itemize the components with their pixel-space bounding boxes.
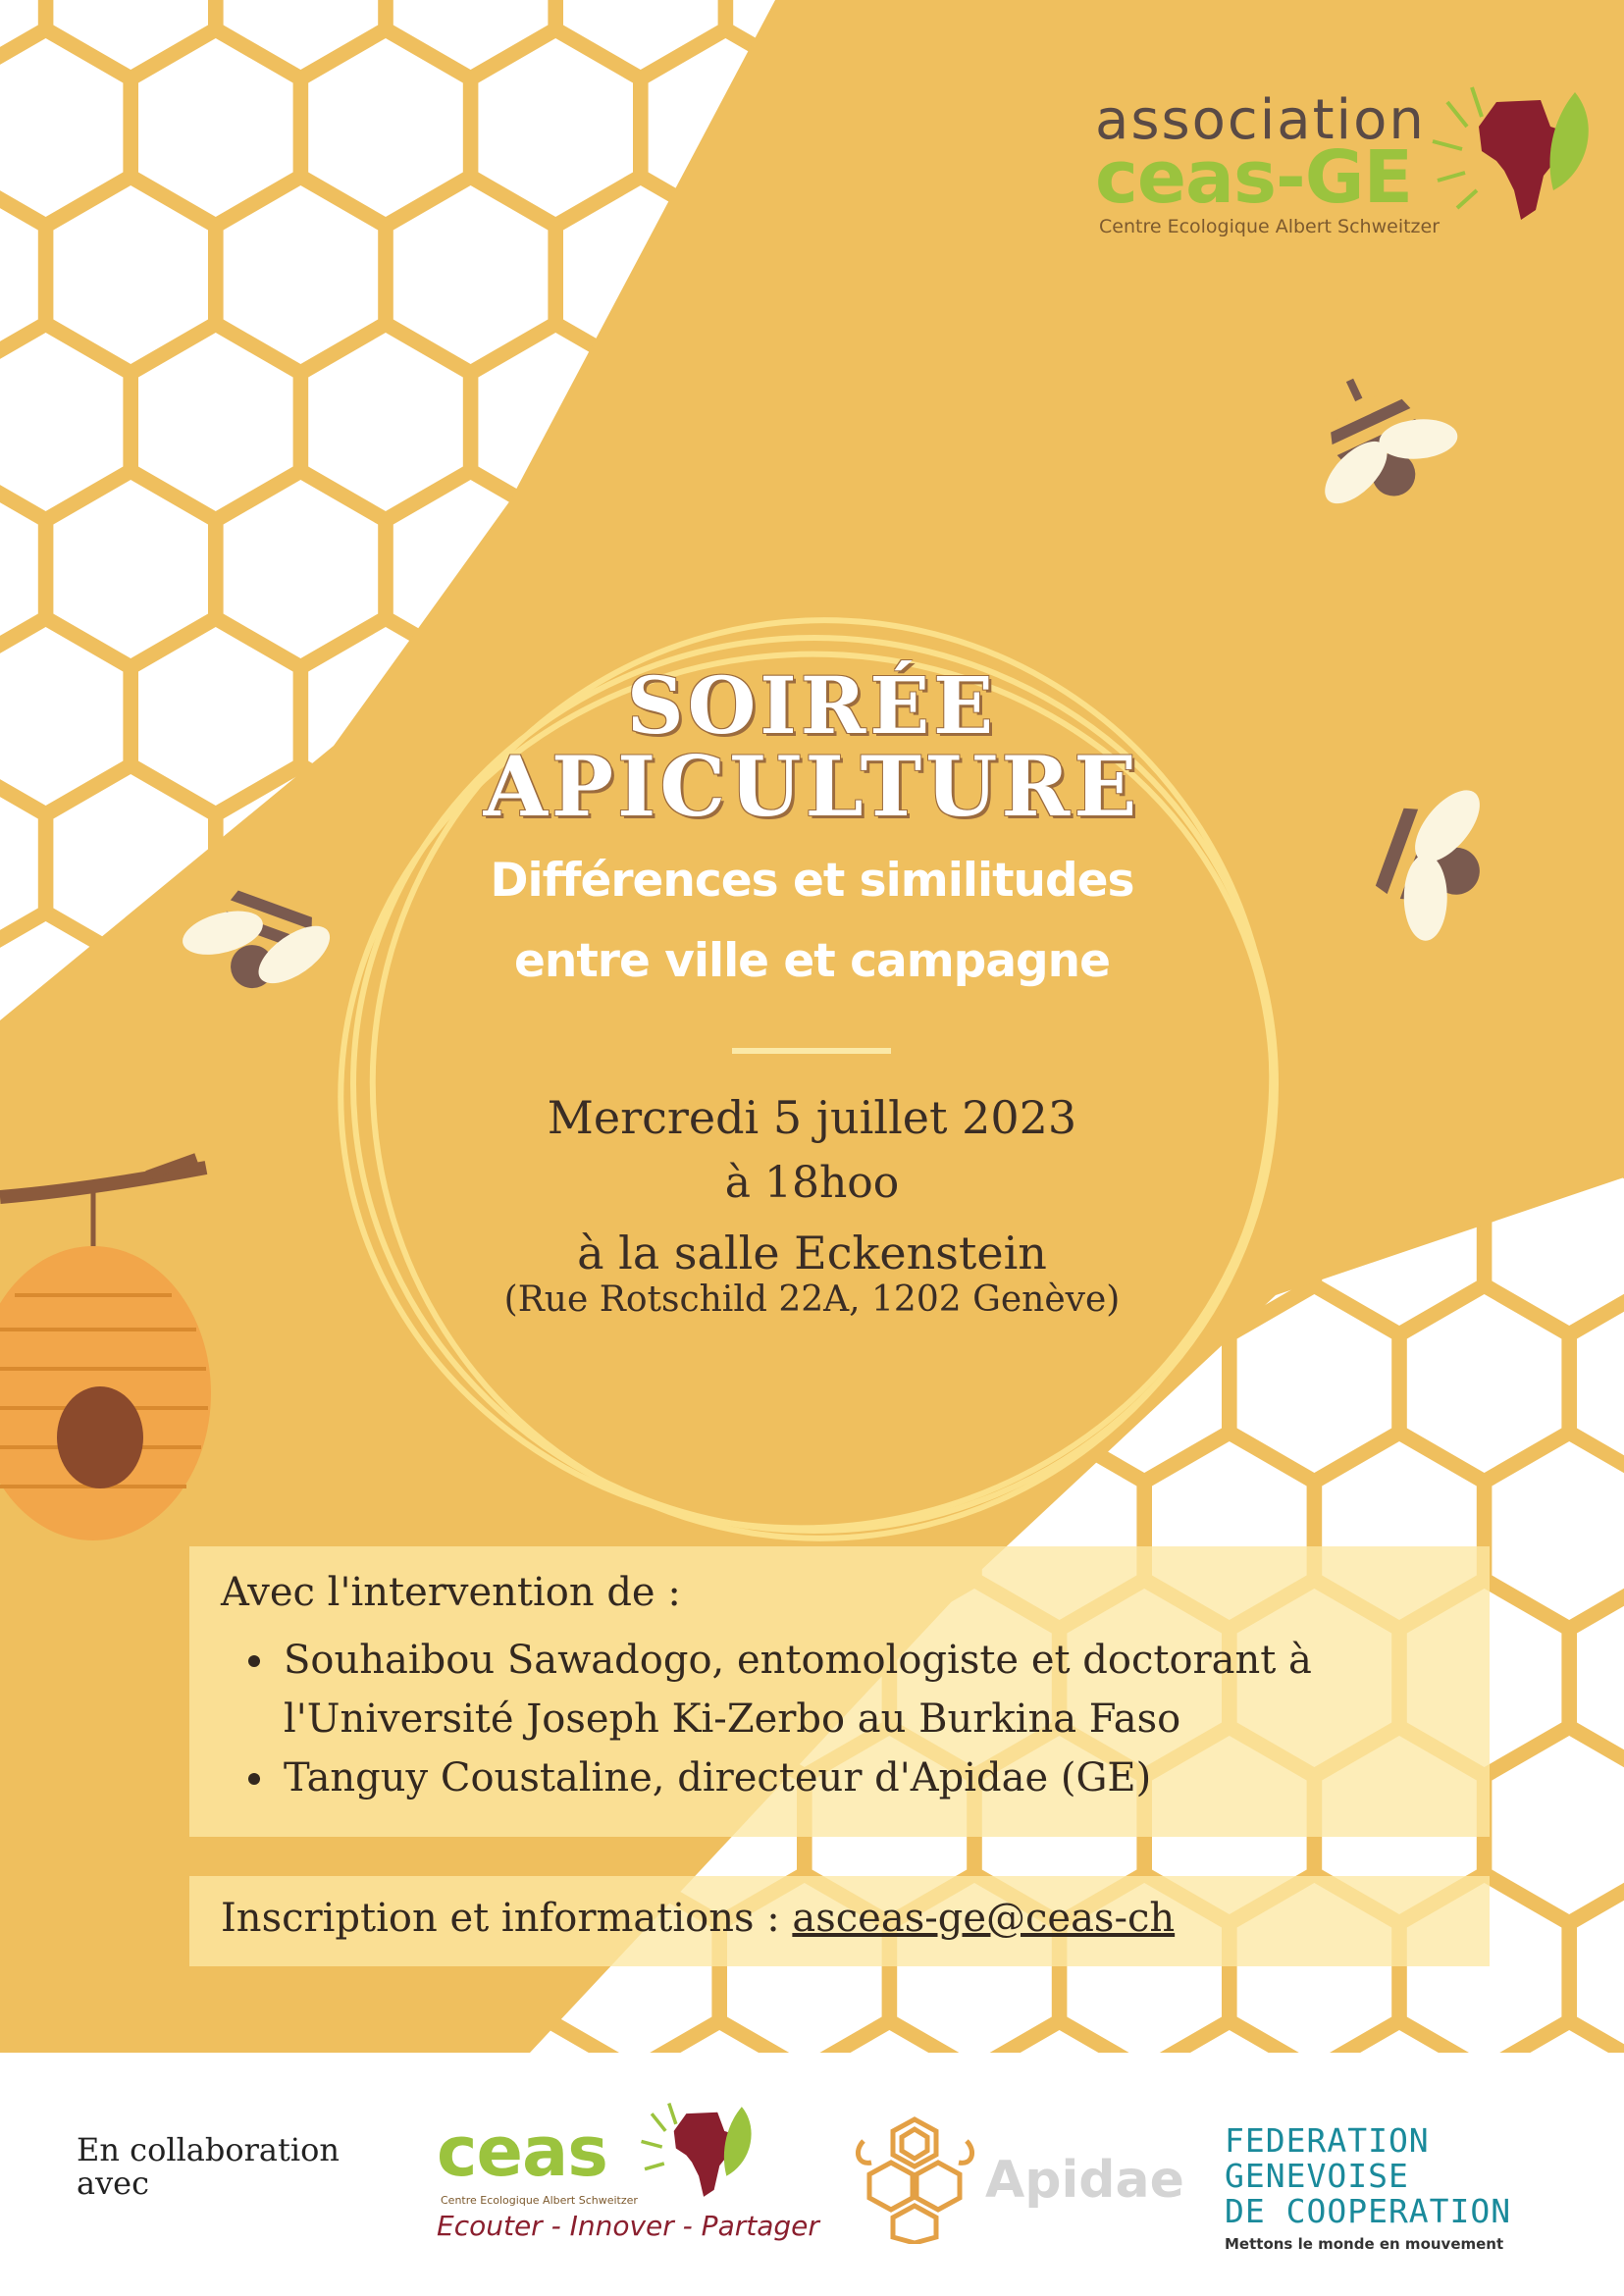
collaboration-line-1: En collaboration <box>77 2131 340 2168</box>
title-divider <box>732 1048 891 1054</box>
honeycomb-icon <box>854 2112 976 2244</box>
fgc-logo-tagline: Mettons le monde en mouvement <box>1225 2235 1504 2253</box>
bullet-icon <box>248 1773 260 1785</box>
ceas-logo-subtitle: Centre Ecologique Albert Schweitzer <box>441 2194 638 2207</box>
fgc-logo-line: FEDERATION <box>1225 2121 1430 2160</box>
contact-line <box>221 1896 1175 1941</box>
fgc-logo-line: DE COOPERATION <box>1225 2192 1512 2230</box>
logo-association-text: association <box>1095 88 1426 152</box>
africa-sun-leaf-icon <box>1428 82 1595 230</box>
event-address: (Rue Rotschild 22A, 1202 Genève) <box>503 1279 1121 1320</box>
footer <box>0 2053 1624 2296</box>
event-date: Mercredi 5 juillet 2023 <box>547 1091 1077 1144</box>
logo-subtitle: Centre Ecologique Albert Schweitzer <box>1099 216 1441 237</box>
association-ceas-logo <box>1089 88 1599 255</box>
event-subtitle-line-2: entre ville et campagne <box>513 934 1111 988</box>
event-subtitle-line-1: Différences et similitudes <box>490 854 1134 908</box>
contact-label: Inscription et informations : <box>221 1896 793 1941</box>
speakers-panel <box>189 1546 1490 1837</box>
ceas-logo-word: ceas <box>437 2112 607 2192</box>
fgc-logo-line: GENEVOISE <box>1225 2157 1409 2195</box>
contact-email-link[interactable]: asceas-ge@ceas-ch <box>792 1896 1176 1941</box>
list-item <box>248 1631 1312 1748</box>
speaker-line: l'Université Joseph Ki-Zerbo au Burkina Faso <box>284 1696 1181 1742</box>
collaboration-text <box>77 2133 371 2200</box>
ceas-logo-tagline: Ecouter - Innover - Partager <box>437 2210 819 2242</box>
speaker-line: Tanguy Coustaline, directeur d'Apidae (GE) <box>284 1755 1152 1800</box>
event-venue: à la salle Eckenstein <box>577 1226 1047 1279</box>
event-title-line-2: APICULTURE <box>483 738 1141 835</box>
speakers-heading: Avec l'intervention de : <box>221 1570 681 1615</box>
ceas-logo <box>437 2112 819 2259</box>
speakers-list <box>248 1631 1312 1807</box>
event-time: à 18hoo <box>724 1158 900 1208</box>
event-title-line-1: SOIRÉE <box>626 659 998 752</box>
logo-ceas-text: ceas-GE <box>1095 135 1413 220</box>
bullet-icon <box>248 1655 260 1667</box>
contact-panel <box>189 1876 1490 1966</box>
apidae-logo-word: Apidae <box>985 2151 1184 2210</box>
collaboration-line-2: avec <box>77 2165 150 2202</box>
africa-sun-leaf-icon <box>638 2098 756 2206</box>
federation-genevoise-logo <box>1225 2121 1539 2269</box>
speaker-line: Souhaibou Sawadogo, entomologiste et doctorant à <box>284 1638 1312 1683</box>
list-item <box>248 1748 1312 1807</box>
apidae-logo <box>854 2112 1184 2249</box>
